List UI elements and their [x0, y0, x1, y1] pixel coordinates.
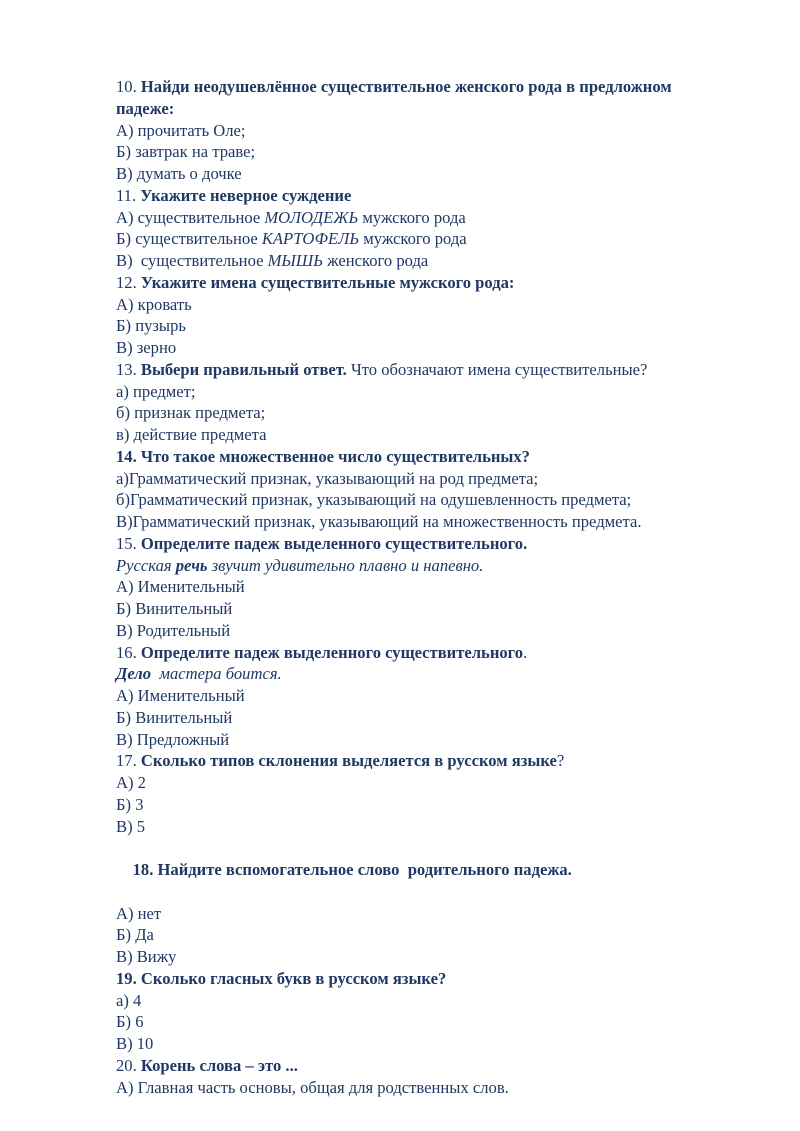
question-text: Определите падеж выделенного существительного	[140, 642, 524, 662]
answer-option: В)Грамматический признак, указывающий на множественность предмета.	[116, 512, 642, 531]
answer-option: б)Грамматический признак, указывающий на одушевленность предмета;	[116, 490, 632, 510]
question-text: Определите падеж выделенного существительного.	[140, 533, 528, 553]
answer-option: Б) пузырь	[116, 316, 186, 336]
question-text: Сколько типов склонения выделяется в русском языке	[140, 751, 557, 771]
question-text: 14. Что такое множественное число существительных?	[116, 446, 530, 466]
question-number: 10.	[116, 77, 141, 96]
sentence-text: звучит удивительно плавно и напевно.	[207, 555, 484, 575]
option-word: МЫШЬ	[267, 251, 323, 270]
answer-option: Б) 6	[116, 1012, 144, 1032]
document-page	[116, 76, 756, 1098]
question-20-title	[116, 1055, 756, 1077]
question-number: 20.	[116, 1055, 141, 1075]
option-word: КАРТОФЕЛЬ	[261, 229, 360, 249]
question-text: Корень слова – это ...	[140, 1055, 298, 1075]
option-word: МОЛОДЕЖЬ	[264, 207, 359, 227]
question-number: 15.	[116, 533, 141, 553]
answer-option: В) Вижу	[116, 947, 177, 966]
answer-option: Б) Винительный	[116, 707, 233, 727]
answer-option: В) Предложный	[116, 729, 230, 749]
sentence-text: Русская	[116, 555, 176, 575]
answer-option: А) Именительный	[116, 686, 245, 705]
answer-option: А) Главная часть основы, общая для родственных слов.	[116, 1077, 509, 1097]
option-text: мужского рода	[359, 229, 467, 249]
answer-option: В) Родительный	[116, 620, 231, 640]
example-sentence	[116, 663, 756, 685]
question-13-title	[116, 359, 756, 381]
question-19-title	[116, 968, 756, 990]
question-text: Найди неодушевлённое существительное женского рода в предложном падеже:	[116, 77, 672, 118]
answer-option: Б) 3	[116, 794, 144, 814]
answer-option: А) 2	[116, 773, 146, 792]
question-text: Выбери правильный ответ.	[140, 359, 347, 379]
example-sentence	[116, 555, 756, 577]
answer-option: б) признак предмета;	[116, 403, 266, 423]
highlighted-noun: речь	[175, 555, 208, 575]
answer-option: Б) завтрак на траве;	[116, 142, 256, 162]
answer-option: А) прочитать Оле;	[116, 120, 246, 140]
question-rest: Что обозначают имена существительные?	[346, 359, 648, 379]
question-number: 12.	[116, 272, 141, 292]
answer-option: А) Именительный	[116, 577, 245, 597]
question-text: 18. Найдите вспомогательное слово родительного падежа.	[132, 860, 572, 879]
answer-option: а)Грамматический признак, указывающий на род предмета;	[116, 468, 539, 488]
sentence-text: мастера боится.	[151, 664, 282, 684]
question-16-title	[116, 642, 756, 664]
question-number: 17.	[116, 751, 141, 771]
question-rest: ?	[556, 751, 565, 771]
question-text: Укажите неверное суждение	[140, 185, 352, 205]
question-number: 16.	[116, 642, 141, 662]
answer-option: В) зерно	[116, 338, 177, 357]
question-11-title	[116, 185, 756, 207]
question-17-title	[116, 750, 756, 772]
question-rest: .	[523, 642, 528, 662]
question-14-title	[116, 446, 756, 468]
question-15-title	[116, 533, 756, 555]
question-18-title	[116, 837, 756, 902]
answer-option: Б) Да	[116, 925, 154, 945]
answer-option: а) предмет;	[116, 381, 196, 401]
highlighted-noun: Дело	[116, 664, 152, 684]
answer-option: а) 4	[116, 990, 142, 1010]
option-text: мужского рода	[358, 207, 466, 227]
answer-option	[116, 228, 756, 250]
answer-option: В) 5	[116, 816, 146, 836]
answer-option: В) 10	[116, 1034, 154, 1053]
question-number: 11.	[116, 185, 141, 205]
answer-option	[116, 250, 756, 272]
question-12-title	[116, 272, 756, 294]
answer-option	[116, 207, 756, 229]
option-text: В) существительное	[116, 251, 268, 270]
option-text: женского рода	[322, 251, 429, 270]
question-number: 13.	[116, 359, 141, 379]
question-10-title	[116, 76, 676, 120]
answer-option: Б) Винительный	[116, 599, 233, 618]
answer-option: В) думать о дочке	[116, 164, 242, 183]
question-text: 19. Сколько гласных букв в русском языке?	[116, 968, 447, 988]
option-text: А) существительное	[116, 207, 265, 227]
option-text: Б) существительное	[116, 229, 262, 249]
answer-option: А) кровать	[116, 294, 192, 314]
question-text: Укажите имена существительные мужского рода:	[140, 272, 515, 292]
answer-option: А) нет	[116, 903, 162, 923]
answer-option: в) действие предмета	[116, 425, 267, 444]
